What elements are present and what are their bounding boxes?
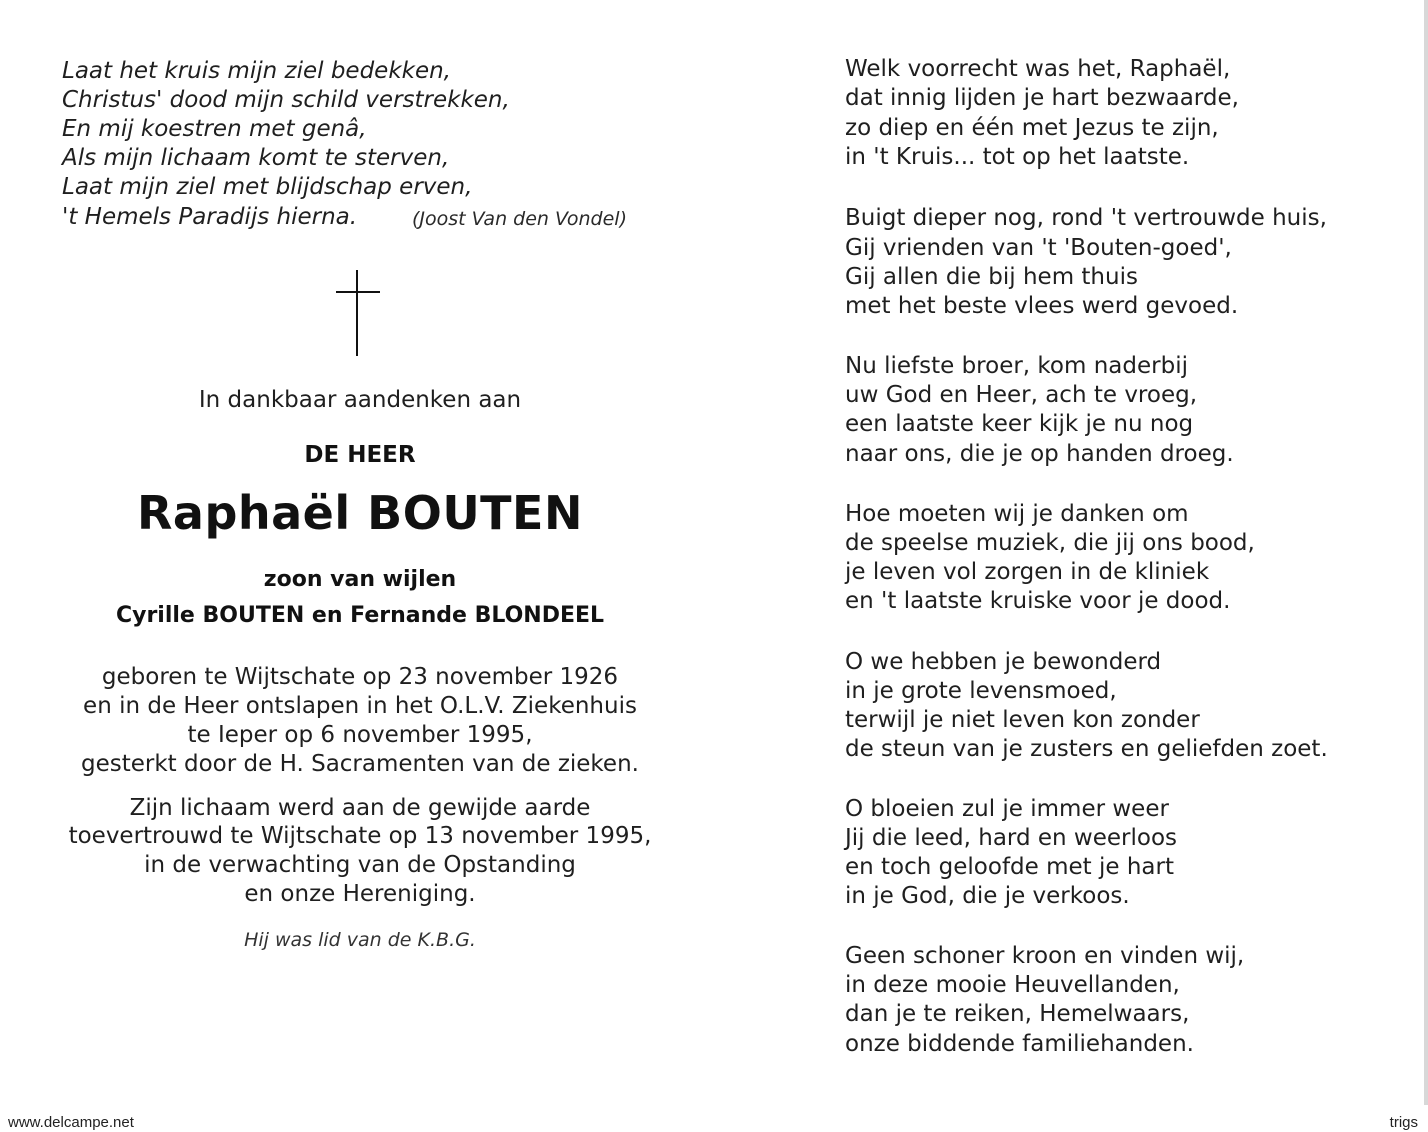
right-poem-line: in je grote levensmoed, <box>845 678 1117 704</box>
right-poem-line: Buigt dieper nog, rond 't vertrouwde huis, <box>845 205 1327 231</box>
right-poem-line: O we hebben je bewonderd <box>845 649 1162 675</box>
memorial-title: DE HEER <box>304 442 416 468</box>
right-poem-line: Welk voorrecht was het, Raphaël, <box>845 56 1231 82</box>
son-of-label: zoon van wijlen <box>263 567 457 592</box>
right-poem-line: en 't laatste kruiske voor je dood. <box>845 588 1231 614</box>
burial-line: in de verwachting van de Opstanding <box>144 852 576 878</box>
left-poem-line: En mij koestren met genâ, <box>62 116 367 142</box>
bio-line: geboren te Wijtschate op 23 november 1926 <box>101 664 619 690</box>
right-poem-line: Gij vrienden van 't 'Bouten-goed', <box>845 235 1232 261</box>
burial-line: toevertrouwd te Wijtschate op 13 november 1995, <box>68 823 652 849</box>
footer-seller: trigs <box>1389 1114 1418 1131</box>
right-poem-line: Geen schoner kroon en vinden wij, <box>845 943 1245 969</box>
parents-names: Cyrille BOUTEN en Fernande BLONDEEL <box>115 603 605 628</box>
right-poem-line: een laatste keer kijk je nu nog <box>845 411 1194 437</box>
card-edge <box>1424 0 1428 1105</box>
right-poem-line: dat innig lijden je hart bezwaarde, <box>845 85 1239 111</box>
left-poem-line: Als mijn lichaam komt te sterven, <box>62 145 450 171</box>
right-poem-line: met het beste vlees werd gevoed. <box>845 293 1239 319</box>
left-poem-line: Christus' dood mijn schild verstrekken, <box>62 87 510 113</box>
right-poem-line: Gij allen die bij hem thuis <box>845 264 1138 290</box>
poem-attribution: (Joost Van den Vondel) <box>412 208 627 230</box>
left-poem-line: Laat mijn ziel met blijdschap erven, <box>62 174 473 200</box>
right-poem-line: zo diep en één met Jezus te zijn, <box>845 115 1219 141</box>
right-poem-line: in je God, die je verkoos. <box>845 883 1130 909</box>
deceased-name: Raphaël BOUTEN <box>137 486 583 540</box>
cross-icon <box>336 270 380 356</box>
bio-line: gesterkt door de H. Sacramenten van de zieken. <box>81 751 639 777</box>
right-poem-line: de steun van je zusters en geliefden zoet. <box>845 736 1328 762</box>
membership-note: Hij was lid van de K.B.G. <box>244 929 476 951</box>
right-poem-line: in 't Kruis... tot op het laatste. <box>845 144 1190 170</box>
right-poem-line: O bloeien zul je immer weer <box>845 796 1169 822</box>
burial-line: Zijn lichaam werd aan de gewijde aarde <box>129 795 591 821</box>
bio-line: en in de Heer ontslapen in het O.L.V. Ziekenhuis <box>83 693 637 719</box>
left-poem-line: 't Hemels Paradijs hierna. <box>62 204 358 230</box>
right-poem-line: dan je te reiken, Hemelwaars, <box>845 1001 1190 1027</box>
right-poem-line: naar ons, die je op handen droeg. <box>845 441 1234 467</box>
bio-line: te Ieper op 6 november 1995, <box>187 722 533 748</box>
right-poem-line: terwijl je niet leven kon zonder <box>845 707 1200 733</box>
right-poem-line: in deze mooie Heuvellanden, <box>845 972 1180 998</box>
burial-line: en onze Hereniging. <box>244 881 476 907</box>
right-poem-line: Nu liefste broer, kom naderbij <box>845 353 1188 379</box>
right-poem-line: Jij die leed, hard en weerloos <box>845 825 1177 851</box>
right-poem-line: Hoe moeten wij je danken om <box>845 501 1189 527</box>
right-poem-line: de speelse muziek, die jij ons bood, <box>845 530 1255 556</box>
right-poem-line: uw God en Heer, ach te vroeg, <box>845 382 1198 408</box>
footer-site-link[interactable]: www.delcampe.net <box>8 1114 134 1131</box>
right-poem-line: onze biddende familiehanden. <box>845 1031 1194 1057</box>
left-poem-line: Laat het kruis mijn ziel bedekken, <box>62 58 451 84</box>
right-poem-line: en toch geloofde met je hart <box>845 854 1174 880</box>
memorial-intro: In dankbaar aandenken aan <box>198 387 522 413</box>
right-poem-line: je leven vol zorgen in de kliniek <box>845 559 1210 585</box>
